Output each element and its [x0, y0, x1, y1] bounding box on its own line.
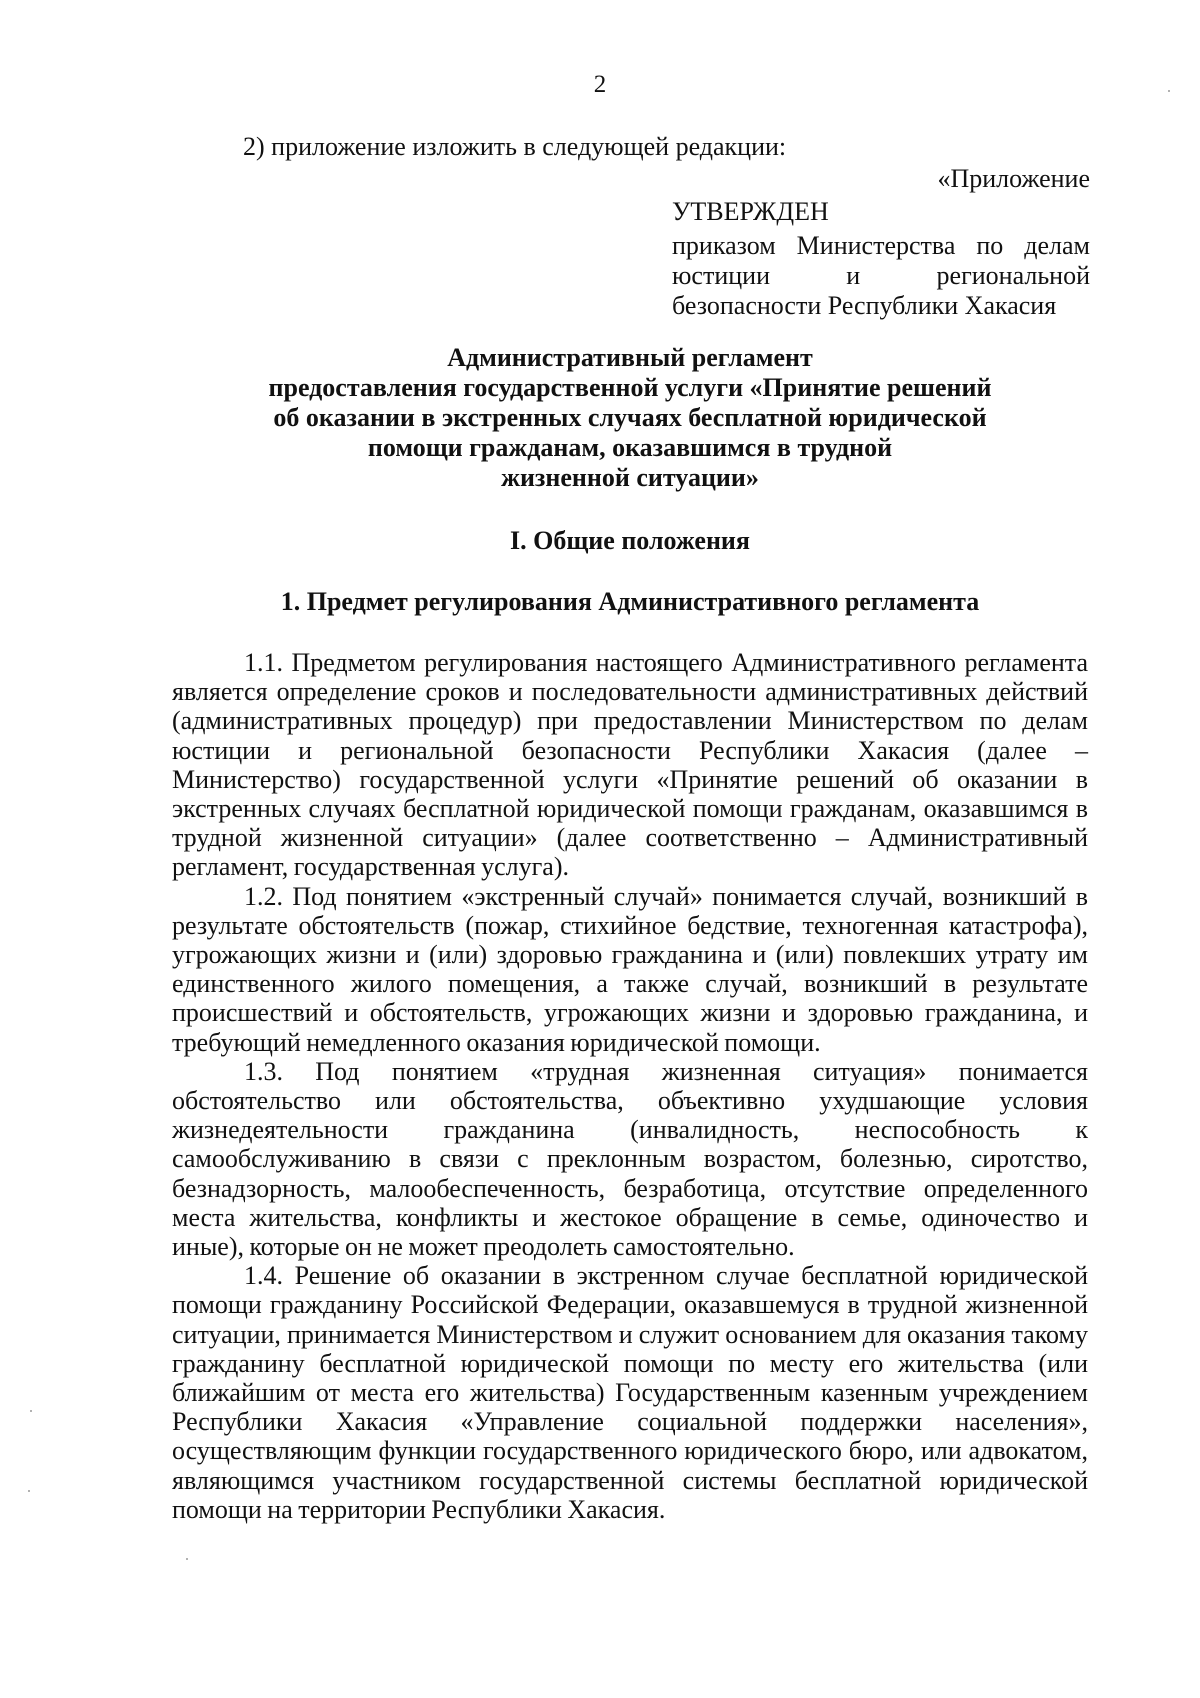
approval-order-text: приказом Министерства по делам юстиции и региональной безопасности Республики Хакасия [672, 231, 1090, 320]
intro-line: 2) приложение изложить в следующей редакции: [243, 132, 787, 161]
paragraph-1-2: 1.2. Под понятием «экстренный случай» понимается случай, возникший в результате обстоятельств (пожар, стихийное бедствие, техногенная катастрофа), угрожающих жизни и (или) здоровью гражданина и (или) повлекших утрату им единственного жилого помещения, а также случай, возникший в результате происшествий и обстоятельств, угрожающих жизни и здоровью гражданина, и требующий немедленного оказания юридической помощи. [172, 881, 1088, 1057]
regulation-title-line: жизненной ситуации» [501, 463, 759, 492]
page-number: 2 [593, 71, 607, 98]
scan-speck [186, 1558, 188, 1560]
paragraph-1-1: 1.1. Предметом регулирования настоящего Административного регламента является определение сроков и последовательности административных действий (административных процедур) при предоставлении Министерством по делам юстиции и региональной безопасности Республики Хакасия (далее – Министерство) государственной услуги «Принятие решений об оказании в экстренных случаях бесплатной юридической помощи гражданам, оказавшимся в трудной жизненной ситуации» (далее соответственно – Административный регламент, государственная услуга). [172, 648, 1088, 882]
body-text [172, 648, 1088, 1524]
appendix-label: «Приложение [937, 164, 1090, 193]
regulation-title-line: об оказании в экстренных случаях бесплатной юридической [273, 403, 987, 432]
scan-speck [30, 1410, 32, 1412]
subsection-heading: 1. Предмет регулирования Административного регламента [280, 587, 980, 616]
approval-block [672, 164, 1090, 321]
scan-speck [28, 1490, 30, 1492]
regulation-title-line: предоставления государственной услуги «Принятие решений [268, 373, 992, 402]
paragraph-1-3: 1.3. Под понятием «трудная жизненная ситуация» понимается обстоятельство или обстоятельства, объективно ухудшающие условия жизнедеятельности гражданина (инвалидность, неспособность к самообслуживанию в связи с преклонным возрастом, болезнью, сиротство, безнадзорность, малообеспеченность, безработица, отсутствие определенного места жительства, конфликты и жестокое обращение в семье, одиночество и иные), которые он не может преодолеть самостоятельно. [172, 1056, 1088, 1262]
section-heading: I. Общие положения [510, 526, 750, 555]
regulation-title [200, 343, 1060, 493]
approved-label: УТВЕРЖДЕН [672, 197, 829, 226]
paragraph-1-4: 1.4. Решение об оказании в экстренном случае бесплатной юридической помощи гражданину Российской Федерации, оказавшемуся в трудной жизненной ситуации, принимается Министерством и служит основанием для оказания такому гражданину бесплатной юридической помощи по месту его жительства (или ближайшим от места его жительства) Государственным казенным учреждением Республики Хакасия «Управление социальной поддержки населения», осуществляющим функции государственного юридического бюро, или адвокатом, являющимся участником государственной системы бесплатной юридической помощи на территории Республики Хакасия. [172, 1261, 1088, 1524]
regulation-title-line: помощи гражданам, оказавшимся в трудной [367, 433, 893, 462]
scan-speck [1168, 90, 1170, 92]
regulation-title-line: Административный регламент [447, 343, 813, 372]
